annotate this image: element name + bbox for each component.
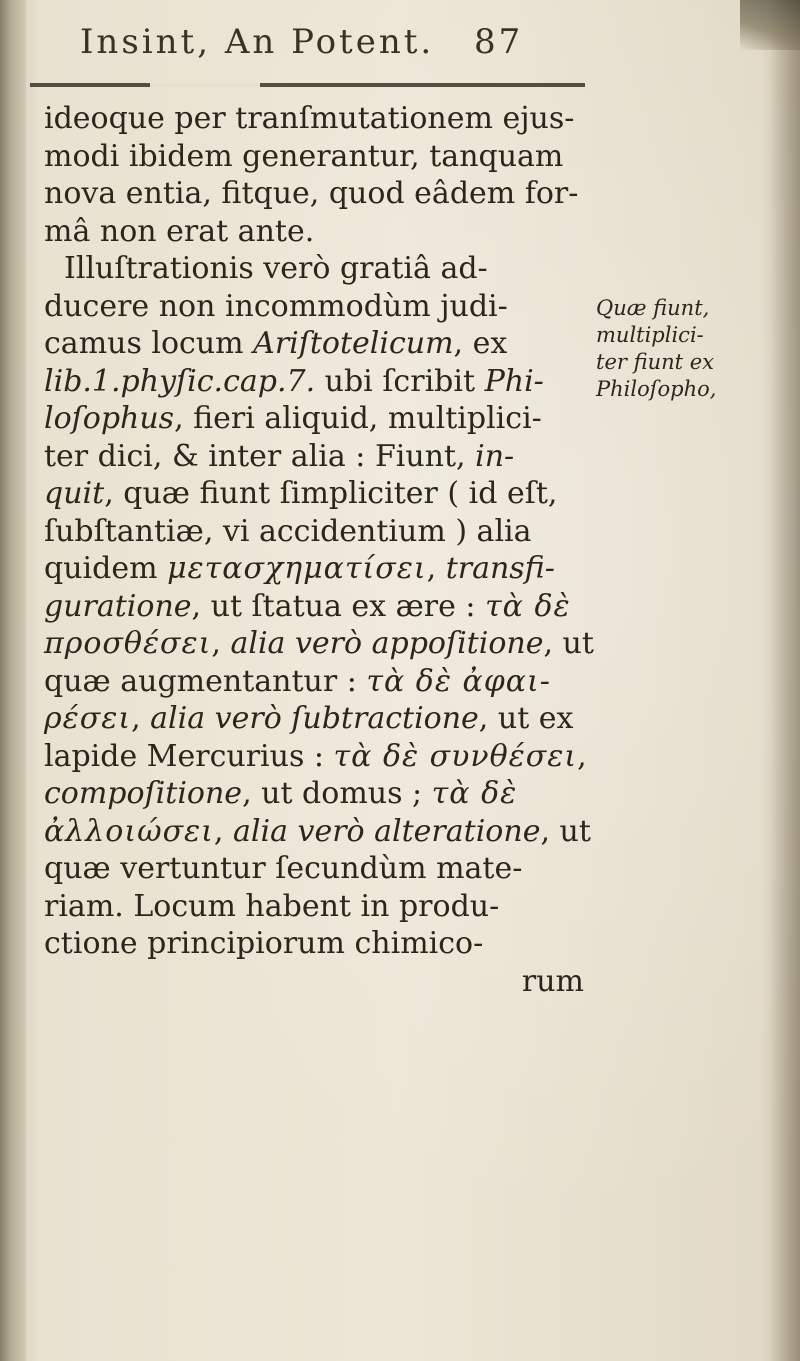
text-line <box>44 363 604 401</box>
text-run: quæ augmentantur : <box>44 663 367 699</box>
text-line <box>44 888 604 926</box>
italic-term: alia verò alteratione <box>233 813 541 849</box>
text-run: ideoque per tranſmutationem ejus- <box>44 101 575 136</box>
text-run: , ex <box>453 326 508 361</box>
greek-term: τὰ δὲ συνθέσει <box>333 738 578 774</box>
greek-term: τὰ δὲ ἀφαι- <box>366 663 551 699</box>
text-line <box>44 213 604 251</box>
header-rule <box>30 83 585 87</box>
header-rule-gap <box>150 83 260 87</box>
text-run: ducere non incommodùm judi- <box>44 288 508 324</box>
text-line <box>44 813 604 851</box>
text-run: , <box>577 738 587 774</box>
text-run: lapide Mercurius : <box>44 738 334 774</box>
text-line <box>44 625 604 663</box>
text-run: , <box>211 626 231 661</box>
text-line <box>44 175 604 213</box>
text-run: camus locum <box>44 326 254 361</box>
text-line <box>44 475 604 513</box>
text-line <box>44 588 604 626</box>
greek-term: προσθέσει <box>44 626 212 661</box>
page-corner-shadow <box>740 0 800 50</box>
greek-term: μετασχηματίσει <box>167 551 427 586</box>
greek-term: ρέσει <box>44 701 132 736</box>
text-line <box>44 775 604 813</box>
body-text <box>44 100 604 1000</box>
text-run: riam. Locum habent in produ- <box>44 888 500 924</box>
text-run: quidem <box>44 551 168 586</box>
text-run: ctione principiorum chimico- <box>44 926 484 961</box>
text-line <box>44 400 604 438</box>
text-line <box>44 100 604 138</box>
catchword: rum <box>521 963 584 999</box>
greek-term: τὰ δὲ <box>431 776 518 811</box>
italic-term: Ariſtotelicum <box>253 326 454 361</box>
text-run: , fieri aliquid, multiplici- <box>174 401 542 436</box>
text-line <box>44 738 604 776</box>
margin-note-line: Philoſopho, <box>596 377 717 401</box>
page-edge <box>770 0 800 1361</box>
greek-term: ἀλλοιώσει <box>44 813 214 849</box>
page-gutter <box>0 0 26 1361</box>
text-run: mâ non erat ante. <box>44 213 315 249</box>
text-run: , ut <box>543 626 594 661</box>
text-line <box>44 325 604 363</box>
text-run: modi ibidem generantur, tanquam <box>44 138 564 174</box>
text-line <box>44 288 604 326</box>
text-line <box>44 663 604 701</box>
page-number: 87 <box>474 22 524 62</box>
text-run: , <box>426 551 446 586</box>
text-run: , <box>131 701 151 736</box>
italic-term: compoſitione <box>44 776 243 811</box>
italic-term: in- <box>475 438 515 474</box>
text-run: , ut <box>540 813 591 849</box>
italic-term: Phi- <box>484 363 544 399</box>
text-run: , <box>213 813 233 849</box>
italic-term: transfi- <box>445 551 555 586</box>
text-line <box>44 850 604 888</box>
text-line <box>44 963 604 1001</box>
text-run: quæ vertuntur ſecundùm mate- <box>44 851 523 886</box>
italic-term: alia verò appoſitione <box>230 626 544 661</box>
text-run: nova entia, fitque, quod eâdem for- <box>44 176 579 211</box>
greek-term: τὰ δὲ <box>485 588 571 624</box>
italic-term: alia verò ſubtractione <box>150 701 479 736</box>
text-run: ubi ſcribit <box>315 363 485 399</box>
margin-note-line: multiplici- <box>596 323 704 347</box>
running-title: Insint, An Potent. <box>80 22 435 62</box>
text-line <box>44 250 604 288</box>
text-run: , ut ſtatua ex ære : <box>191 588 486 624</box>
text-line <box>44 700 604 738</box>
margin-note-line: Quæ fiunt, <box>596 296 710 320</box>
text-line <box>44 138 604 176</box>
text-line <box>44 550 604 588</box>
text-run: , quæ fiunt ſimpliciter ( id eſt, <box>104 476 558 511</box>
text-run: , ut ex <box>478 701 574 736</box>
italic-term: loſophus <box>44 401 175 436</box>
italic-term: guratione <box>44 588 192 624</box>
text-line <box>44 513 604 551</box>
text-line <box>44 438 604 476</box>
margin-note <box>596 295 796 403</box>
text-run: ſubſtantiæ, vi accidentium ) alia <box>44 513 532 549</box>
italic-term: quit <box>44 476 105 511</box>
text-run: , ut domus ; <box>242 776 432 811</box>
italic-term: lib.1.phyſic.cap.7. <box>44 363 316 399</box>
running-header <box>80 22 640 78</box>
text-run: Illuſtrationis verò gratiâ ad- <box>64 251 488 286</box>
text-run: ter dici, & inter alia : Fiunt, <box>44 438 476 474</box>
margin-note-line: ter fiunt ex <box>596 350 715 374</box>
text-line <box>44 925 604 963</box>
